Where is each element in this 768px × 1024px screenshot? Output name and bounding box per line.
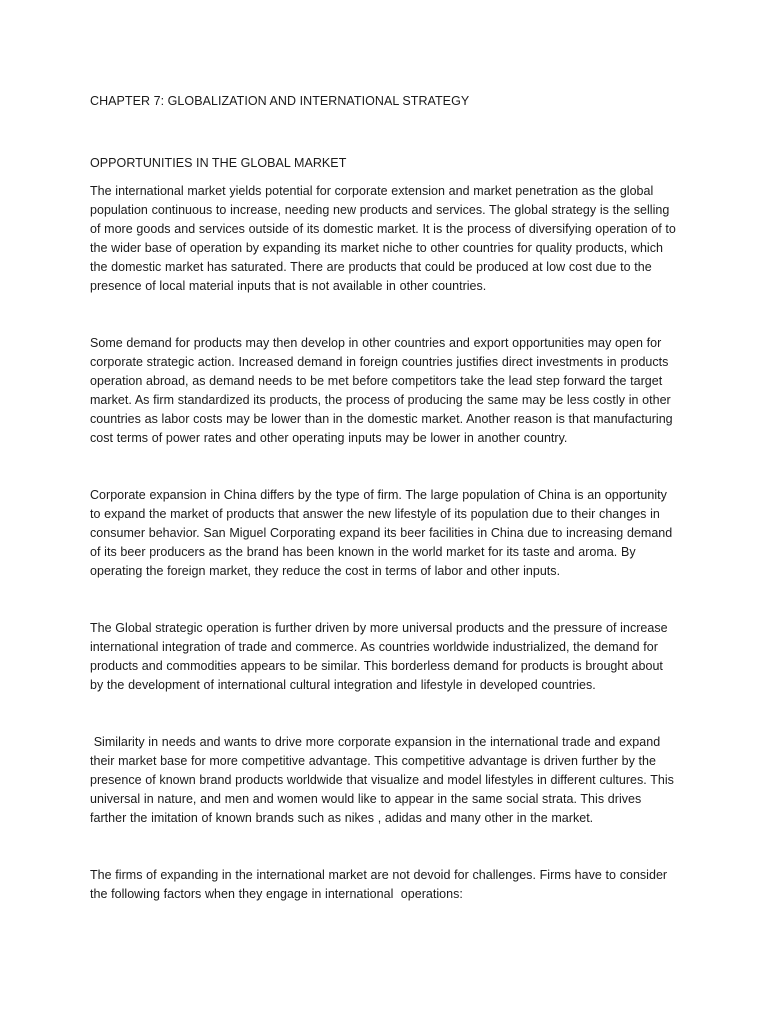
paragraph-china-expansion: Corporate expansion in China differs by the type of firm. The large population of China is an opportunity to expand the market of products that answer the new lifestyle of its population due to their changes in consumer behavior. San Miguel Corporating expand its beer facilities in China due to increasing demand of its beer producers as the brand has been known in the world market for its taste and aroma. By operating the foreign market, they reduce the cost in terms of labor and other inputs. <box>90 488 673 578</box>
paragraph-global-market-potential: The international market yields potential for corporate extension and market penetration as the global population continuous to increase, needing new products and services. The global strategy is the selling of more goods and services outside of its domestic market. It is the process of diversifying operation of to the wider base of operation by expanding its market niche to other countries for quality products, which the domestic market has saturated. There are products that could be produced at low cost due to the presence of local material inputs that is not available in other countries. <box>90 184 676 293</box>
paragraph-universal-products: The Global strategic operation is further driven by more universal products and the pressure of increase international integration of trade and commerce. As countries worldwide industrialized, the demand for products and commodities appears to be similar. This borderless demand for products is brought about by the development of international cultural integration and lifestyle in developed countries. <box>90 621 668 692</box>
section-heading: OPPORTUNITIES IN THE GLOBAL MARKET <box>90 156 347 170</box>
chapter-title: CHAPTER 7: GLOBALIZATION AND INTERNATIONAL STRATEGY <box>90 94 470 108</box>
paragraph-challenges: The firms of expanding in the international market are not devoid for challenges. Firms have to consider the following factors when they engage in international operations: <box>90 868 671 901</box>
paragraph-foreign-demand: Some demand for products may then develop in other countries and export opportunities may open for corporate strategic action. Increased demand in foreign countries justifies direct investments in products operation abroad, as demand needs to be met before competitors take the lead step forward the target market. As firm standardized its products, the process of producing the same may be less costly in other countries as labor costs may be lower than in the domestic market. Another reason is that manufacturing cost terms of power rates and other operating inputs may be lower in another country. <box>90 336 673 445</box>
paragraph-competitive-advantage: Similarity in needs and wants to drive more corporate expansion in the international trade and expand their market base for more competitive advantage. This competitive advantage is driven further by the presence of known brand products worldwide that visualize and model lifestyles in different cultures. This universal in nature, and men and women would like to appear in the same social strata. This drives farther the imitation of known brands such as nikes , adidas and many other in the market. <box>90 735 678 825</box>
